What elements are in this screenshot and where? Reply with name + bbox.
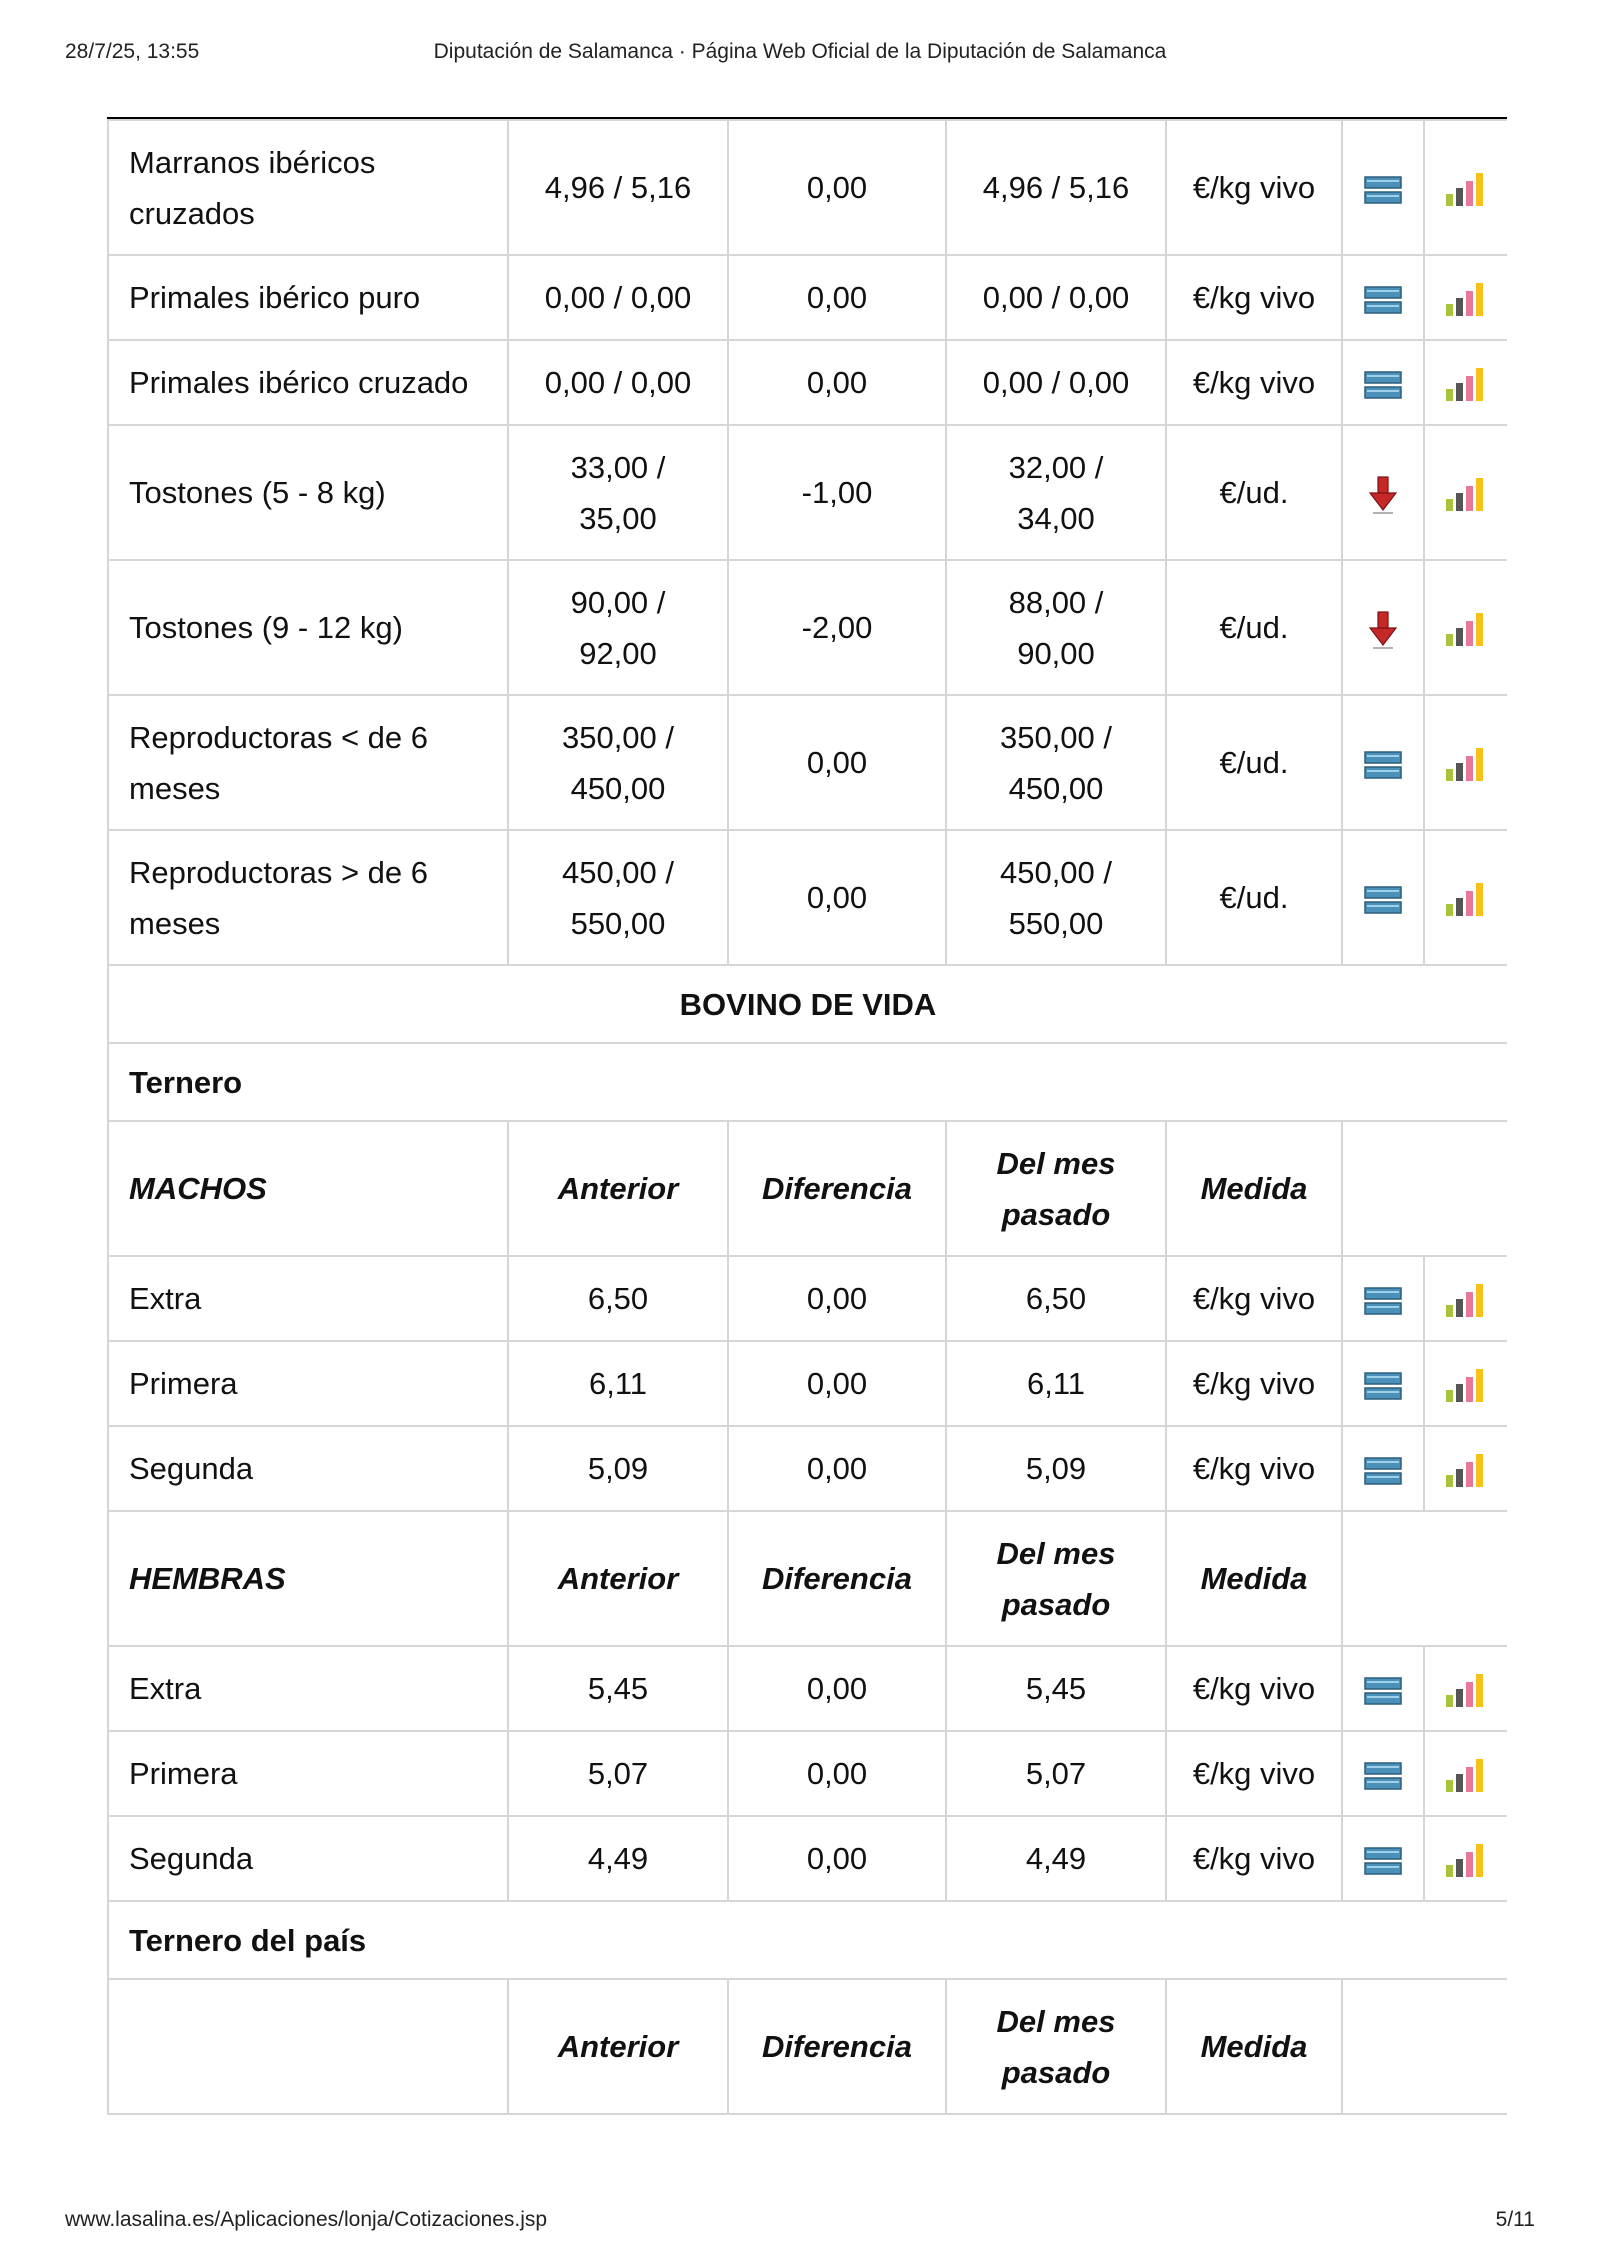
column-header-row <box>108 1121 1507 1256</box>
chart-link-cell[interactable] <box>1424 1731 1507 1816</box>
previous-price: 33,00 / 35,00 <box>508 425 728 560</box>
equal-icon <box>1364 886 1402 914</box>
last-month-price: 5,45 <box>946 1646 1166 1731</box>
table-row <box>108 830 1507 965</box>
column-header-difference: Diferencia <box>728 1979 946 2114</box>
previous-price: 6,50 <box>508 1256 728 1341</box>
quotes-table-container <box>107 117 1507 2118</box>
column-header-last-month: Del mes pasado <box>946 1121 1166 1256</box>
bar-chart-icon[interactable] <box>1445 1843 1487 1879</box>
last-month-price: 5,09 <box>946 1426 1166 1511</box>
group-header: MACHOS <box>108 1121 508 1256</box>
quotes-table <box>107 119 1507 2115</box>
last-month-price: 0,00 / 0,00 <box>946 255 1166 340</box>
bar-chart-icon[interactable] <box>1445 747 1487 783</box>
trend-cell <box>1342 830 1424 965</box>
bar-chart-icon[interactable] <box>1445 882 1487 918</box>
subsection-title: Ternero del país <box>108 1901 1507 1979</box>
product-name: Extra <box>108 1646 508 1731</box>
previous-price: 0,00 / 0,00 <box>508 255 728 340</box>
chart-link-cell[interactable] <box>1424 1341 1507 1426</box>
price-unit: €/kg vivo <box>1166 1816 1342 1901</box>
column-header-unit: Medida <box>1166 1979 1342 2114</box>
last-month-price: 88,00 / 90,00 <box>946 560 1166 695</box>
group-header <box>108 1979 508 2114</box>
column-header-empty <box>1342 1979 1507 2114</box>
bar-chart-icon[interactable] <box>1445 1283 1487 1319</box>
equal-icon <box>1364 1372 1402 1400</box>
chart-link-cell[interactable] <box>1424 1426 1507 1511</box>
last-month-price: 4,96 / 5,16 <box>946 120 1166 255</box>
trend-cell <box>1342 695 1424 830</box>
last-month-price: 6,50 <box>946 1256 1166 1341</box>
bar-chart-icon[interactable] <box>1445 612 1487 648</box>
last-month-price: 6,11 <box>946 1341 1166 1426</box>
previous-price: 90,00 / 92,00 <box>508 560 728 695</box>
last-month-price: 4,49 <box>946 1816 1166 1901</box>
trend-cell <box>1342 1731 1424 1816</box>
trend-cell <box>1342 1426 1424 1511</box>
chart-link-cell[interactable] <box>1424 695 1507 830</box>
trend-cell <box>1342 560 1424 695</box>
column-header-previous: Anterior <box>508 1511 728 1646</box>
table-row <box>108 1341 1507 1426</box>
product-name: Tostones (5 - 8 kg) <box>108 425 508 560</box>
product-name: Primera <box>108 1731 508 1816</box>
column-header-difference: Diferencia <box>728 1511 946 1646</box>
price-unit: €/kg vivo <box>1166 1426 1342 1511</box>
previous-price: 5,07 <box>508 1731 728 1816</box>
price-difference: 0,00 <box>728 120 946 255</box>
price-unit: €/kg vivo <box>1166 1731 1342 1816</box>
price-unit: €/kg vivo <box>1166 120 1342 255</box>
quotes-table-body <box>108 120 1507 2114</box>
chart-link-cell[interactable] <box>1424 1816 1507 1901</box>
price-unit: €/kg vivo <box>1166 1646 1342 1731</box>
price-difference: 0,00 <box>728 1816 946 1901</box>
print-url: www.lasalina.es/Aplicaciones/lonja/Cotizaciones.jsp <box>65 2208 548 2231</box>
equal-icon <box>1364 1287 1402 1315</box>
previous-price: 5,45 <box>508 1646 728 1731</box>
chart-link-cell[interactable] <box>1424 425 1507 560</box>
price-difference: 0,00 <box>728 1731 946 1816</box>
table-row <box>108 1426 1507 1511</box>
column-header-row <box>108 1979 1507 2114</box>
bar-chart-icon[interactable] <box>1445 1453 1487 1489</box>
price-unit: €/ud. <box>1166 425 1342 560</box>
product-name: Segunda <box>108 1426 508 1511</box>
down-arrow-icon <box>1368 611 1398 649</box>
column-header-unit: Medida <box>1166 1511 1342 1646</box>
equal-icon <box>1364 286 1402 314</box>
last-month-price: 0,00 / 0,00 <box>946 340 1166 425</box>
column-header-last-month: Del mes pasado <box>946 1511 1166 1646</box>
price-difference: 0,00 <box>728 340 946 425</box>
trend-cell <box>1342 120 1424 255</box>
table-row <box>108 1816 1507 1901</box>
last-month-price: 350,00 / 450,00 <box>946 695 1166 830</box>
bar-chart-icon[interactable] <box>1445 1368 1487 1404</box>
print-datetime: 28/7/25, 13:55 <box>65 40 200 63</box>
table-row <box>108 425 1507 560</box>
previous-price: 4,49 <box>508 1816 728 1901</box>
price-unit: €/kg vivo <box>1166 255 1342 340</box>
chart-link-cell[interactable] <box>1424 340 1507 425</box>
table-row <box>108 1646 1507 1731</box>
previous-price: 350,00 / 450,00 <box>508 695 728 830</box>
table-row <box>108 1731 1507 1816</box>
price-difference: 0,00 <box>728 1256 946 1341</box>
trend-cell <box>1342 1256 1424 1341</box>
price-difference: 0,00 <box>728 255 946 340</box>
column-header-last-month: Del mes pasado <box>946 1979 1166 2114</box>
price-unit: €/ud. <box>1166 695 1342 830</box>
product-name: Reproductoras > de 6 meses <box>108 830 508 965</box>
print-header <box>65 40 1535 70</box>
column-header-unit: Medida <box>1166 1121 1342 1256</box>
print-page-number: 5/11 <box>1495 2208 1535 2231</box>
column-header-previous: Anterior <box>508 1121 728 1256</box>
bar-chart-icon[interactable] <box>1445 1673 1487 1709</box>
column-header-previous: Anterior <box>508 1979 728 2114</box>
down-arrow-icon <box>1368 476 1398 514</box>
chart-link-cell[interactable] <box>1424 120 1507 255</box>
trend-cell <box>1342 1646 1424 1731</box>
trend-cell <box>1342 1341 1424 1426</box>
price-unit: €/ud. <box>1166 560 1342 695</box>
print-footer <box>65 2208 1535 2238</box>
subsection-title-row <box>108 1043 1507 1121</box>
product-name: Tostones (9 - 12 kg) <box>108 560 508 695</box>
trend-cell <box>1342 1816 1424 1901</box>
section-title-row <box>108 965 1507 1043</box>
product-name: Segunda <box>108 1816 508 1901</box>
table-row <box>108 340 1507 425</box>
previous-price: 450,00 / 550,00 <box>508 830 728 965</box>
product-name: Primales ibérico puro <box>108 255 508 340</box>
equal-icon <box>1364 1762 1402 1790</box>
group-header: HEMBRAS <box>108 1511 508 1646</box>
previous-price: 6,11 <box>508 1341 728 1426</box>
product-name: Primales ibérico cruzado <box>108 340 508 425</box>
bar-chart-icon[interactable] <box>1445 172 1487 208</box>
equal-icon <box>1364 1847 1402 1875</box>
price-difference: -2,00 <box>728 560 946 695</box>
price-difference: 0,00 <box>728 1646 946 1731</box>
bar-chart-icon[interactable] <box>1445 477 1487 513</box>
equal-icon <box>1364 176 1402 204</box>
previous-price: 0,00 / 0,00 <box>508 340 728 425</box>
last-month-price: 32,00 / 34,00 <box>946 425 1166 560</box>
bar-chart-icon[interactable] <box>1445 282 1487 318</box>
equal-icon <box>1364 371 1402 399</box>
equal-icon <box>1364 1457 1402 1485</box>
trend-cell <box>1342 425 1424 560</box>
last-month-price: 450,00 / 550,00 <box>946 830 1166 965</box>
product-name: Primera <box>108 1341 508 1426</box>
price-difference: -1,00 <box>728 425 946 560</box>
price-unit: €/kg vivo <box>1166 340 1342 425</box>
table-row <box>108 120 1507 255</box>
price-unit: €/ud. <box>1166 830 1342 965</box>
chart-link-cell[interactable] <box>1424 830 1507 965</box>
equal-icon <box>1364 751 1402 779</box>
chart-link-cell[interactable] <box>1424 560 1507 695</box>
table-row <box>108 255 1507 340</box>
column-header-empty <box>1342 1511 1507 1646</box>
previous-price: 4,96 / 5,16 <box>508 120 728 255</box>
table-row <box>108 560 1507 695</box>
chart-link-cell[interactable] <box>1424 1256 1507 1341</box>
product-name: Marranos ibéricos cruzados <box>108 120 508 255</box>
price-unit: €/kg vivo <box>1166 1256 1342 1341</box>
product-name: Reproductoras < de 6 meses <box>108 695 508 830</box>
subsection-title: Ternero <box>108 1043 1507 1121</box>
previous-price: 5,09 <box>508 1426 728 1511</box>
trend-cell <box>1342 340 1424 425</box>
price-difference: 0,00 <box>728 1426 946 1511</box>
chart-link-cell[interactable] <box>1424 255 1507 340</box>
column-header-row <box>108 1511 1507 1646</box>
last-month-price: 5,07 <box>946 1731 1166 1816</box>
subsection-title-row <box>108 1901 1507 1979</box>
price-unit: €/kg vivo <box>1166 1341 1342 1426</box>
column-header-empty <box>1342 1121 1507 1256</box>
table-row <box>108 1256 1507 1341</box>
price-difference: 0,00 <box>728 1341 946 1426</box>
table-row <box>108 695 1507 830</box>
column-header-difference: Diferencia <box>728 1121 946 1256</box>
trend-cell <box>1342 255 1424 340</box>
section-title: BOVINO DE VIDA <box>108 965 1507 1043</box>
price-difference: 0,00 <box>728 695 946 830</box>
price-difference: 0,00 <box>728 830 946 965</box>
bar-chart-icon[interactable] <box>1445 1758 1487 1794</box>
equal-icon <box>1364 1677 1402 1705</box>
chart-link-cell[interactable] <box>1424 1646 1507 1731</box>
print-page-title: Diputación de Salamanca · Página Web Oficial de la Diputación de Salamanca <box>433 40 1167 63</box>
product-name: Extra <box>108 1256 508 1341</box>
bar-chart-icon[interactable] <box>1445 367 1487 403</box>
